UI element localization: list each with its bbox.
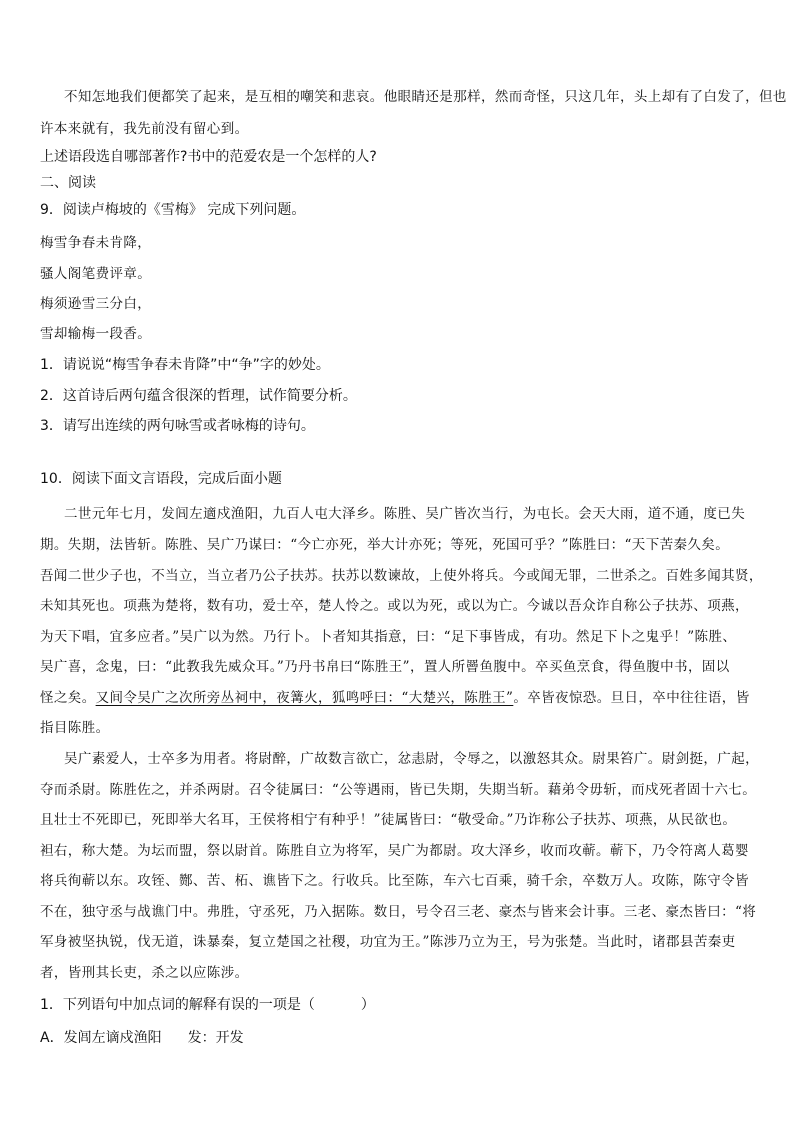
question-10-sub-1 bbox=[40, 994, 375, 1014]
poem-line-1: 梅雪争春未肯降， bbox=[40, 235, 152, 251]
para2-line-6: 不在，独守丞与战谯门中。弗胜，守丞死，乃入据陈。数日，号令召三老、豪杰与皆来会计事。三老、豪杰皆曰：“将 bbox=[40, 904, 757, 920]
para1-line-3: 吾闻二世少子也，不当立，当立者乃公子扶苏。扶苏以数谏故，上使外将兵。今或闻无罪，二世杀之。百姓多闻其贤， bbox=[40, 568, 763, 584]
question-10-prompt: 10．阅读下面文言语段，完成后面小题 bbox=[40, 471, 282, 487]
underlined-sentence: 又间令吴广之次所旁丛祠中，夜篝火，狐鸣呼曰：“大楚兴，陈胜王” bbox=[95, 690, 514, 706]
question-9-sub-3: 3．请写出连续的两句咏雪或者咏梅的诗句。 bbox=[40, 418, 315, 434]
section-heading: 二、阅读 bbox=[40, 175, 96, 191]
para2-line-4: 袒右，称大楚。为坛而盟，祭以尉首。陈胜自立为将军，吴广为都尉。攻大泽乡，收而攻蕲。蕲下，乃令符离人葛婴 bbox=[40, 843, 749, 859]
intro-line-1: 不知怎地我们便都笑了起来，是互相的嘲笑和悲哀。他眼睛还是那样，然而奇怪，只这几年，头上却有了白发了，但也 bbox=[64, 89, 787, 105]
poem-line-4: 雪却输梅一段香。 bbox=[40, 326, 152, 342]
question-9-sub-2: 2．这首诗后两句蕴含很深的哲理，试作简要分析。 bbox=[40, 388, 357, 404]
para2-line-8: 者，皆刑其长吏，杀之以应陈涉。 bbox=[40, 965, 249, 981]
para1-line-7-end: 。卒皆夜惊恐。旦日，卒中往往语，皆 bbox=[513, 690, 750, 706]
para1-line-4: 未知其死也。项燕为楚将，数有功，爱士卒，楚人怜之。或以为死，或以为亡。今诚以吾众诈自称公子扶苏、项燕， bbox=[40, 598, 749, 614]
para1-line-6: 吴广喜，念鬼，曰：“此教我先威众耳。”乃丹书帛曰“陈胜王”，置人所罾鱼腹中。卒买鱼烹食，得鱼腹中书，固以 bbox=[40, 659, 730, 675]
para2-line-5: 将兵徇蕲以东。攻铚、酂、苦、柘、谯皆下之。行收兵。比至陈，车六七百乘，骑千余，卒数万人。攻陈，陈守令皆 bbox=[40, 873, 749, 889]
intro-line-2: 许本来就有，我先前没有留心到。 bbox=[40, 121, 249, 137]
option-a-sentence: A．发闾左谪戍渔阳 bbox=[40, 1030, 162, 1046]
question-9-sub-1: 1．请说说“梅雪争春未肯降”中“争”字的妙处。 bbox=[40, 357, 330, 373]
para2-line-1: 吴广素爱人，士卒多为用者。将尉醉，广故数言欲亡，忿恚尉，令辱之，以激怒其众。尉果笞广。尉剑挺，广起， bbox=[64, 751, 759, 767]
question-9-prompt: 9．阅读卢梅坡的《雪梅》 完成下列问题。 bbox=[40, 202, 306, 218]
para2-line-3: 且壮士不死即已，死即举大名耳，王侯将相宁有种乎！”徒属皆曰：“敬受命。”乃诈称公子扶苏、项燕，从民欲也。 bbox=[40, 812, 737, 828]
para2-line-7: 军身被坚执锐，伐无道，诛暴秦，复立楚国之社稷，功宜为王。”陈涉乃立为王，号为张楚。当此时，诸郡县苦秦吏 bbox=[40, 934, 736, 950]
sub-1-prefix: 1．下列语句中加点词的解释有误的一项是（ bbox=[40, 997, 315, 1013]
option-a bbox=[40, 1027, 244, 1047]
para1-line-5: 为天下唱，宜多应者。”吴广以为然。乃行卜。卜者知其指意，曰：“足下事皆成，有功。然足下卜之鬼乎！”陈胜、 bbox=[40, 629, 737, 645]
para1-line-7 bbox=[40, 686, 750, 706]
para1-line-1: 二世元年七月，发闾左適戍渔阳，九百人屯大泽乡。陈胜、吴广皆次当行，为屯长。会天大雨，道不通，度已失 bbox=[64, 506, 746, 522]
para1-line-8: 指目陈胜。 bbox=[40, 720, 110, 736]
option-a-gloss: 发：开发 bbox=[187, 1030, 244, 1046]
poem-line-2: 骚人阁笔费评章。 bbox=[40, 266, 152, 282]
para1-line-7-start: 怪之矣。 bbox=[40, 690, 96, 706]
para1-line-2: 期。失期，法皆斩。陈胜、吴广乃谋曰：“今亡亦死，举大计亦死；等死，死国可乎？”陈胜曰：“天下苦秦久矣。 bbox=[40, 537, 730, 553]
poem-line-3: 梅须逊雪三分白， bbox=[40, 296, 152, 312]
para2-line-2: 夺而杀尉。陈胜佐之，并杀两尉。召令徒属曰：“公等遇雨，皆已失期，失期当斩。藉弟令毋斩，而戍死者固十六七。 bbox=[40, 782, 757, 798]
question-8: 上述语段选自哪部著作?书中的范爱农是一个怎样的人? bbox=[40, 149, 377, 165]
sub-1-suffix: ） bbox=[360, 997, 375, 1013]
